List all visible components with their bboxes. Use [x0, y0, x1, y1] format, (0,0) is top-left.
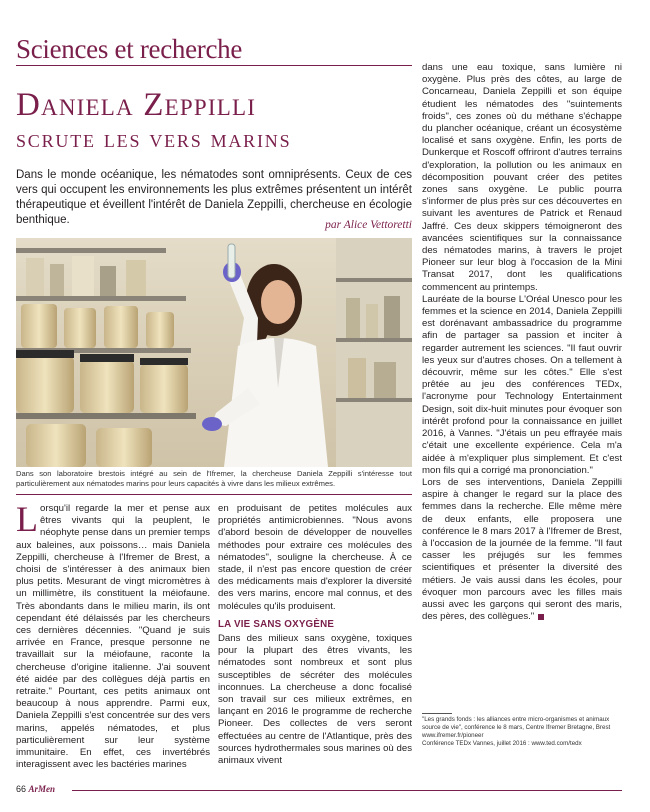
footnote-line-1: "Les grands fonds : les alliances entre micro-organismes et animaux source de vie", conférence le 8 mars, Centre Ifremer Bretagne, Brest — [422, 716, 611, 731]
footnote-rule — [422, 713, 452, 714]
subheading: LA VIE SANS OXYGÈNE — [218, 618, 335, 630]
column-2 — [218, 503, 412, 767]
footnote-line-3: Conférence TEDx Vannes, juillet 2016 : www.ted.com/tedx — [422, 740, 582, 747]
column-1 — [16, 499, 210, 771]
article-lead: Dans le monde océanique, les nématodes sont omniprésents. Ceux de ces vers qui occupent les environnements les plus extrêmes présentent un intérêt thérapeutique et éveillent l'intérêt de Daniela Zeppilli, chercheuse en écologie benthique. — [16, 169, 412, 226]
column-3 — [422, 62, 622, 623]
photo-caption: Dans son laboratoire brestois intégré au sein de l'Ifremer, la chercheuse Daniela Zeppilli s'intéresse tout particulièrement aux nématodes marins pour leurs capacités à vivre dans les milieux extrêmes. — [16, 469, 412, 488]
photo-illustration — [16, 238, 412, 467]
caption-rule — [16, 494, 412, 495]
article-title: Daniela Zeppilli — [16, 87, 257, 123]
end-mark-icon — [538, 614, 544, 620]
footer-rule — [72, 790, 622, 791]
page-number: 66 — [16, 784, 27, 794]
column-2-paragraph-2: Dans des milieux sans oxygène, toxiques pour la plupart des êtres vivants, les nématodes sont nombreux et sont plus susceptibles de sécréter des molécules inconnues. La chercheuse a donc focalisé son travail sur ces milieux extrêmes, en lançant en 2016 le programme de recherche Pioneer. Des collectes de vers seront effectuées au centre de l'Atlantique, près des sources hydrothermales sous marines où des animaux vivent — [218, 633, 412, 767]
page-folio — [16, 784, 55, 794]
column-3-paragraph-1: dans une eau toxique, sans lumière ni oxygène. Plus près des côtes, au large de Concarneau, Daniela Zeppilli et son équipe étudient les nématodes des "suintements froids", ces zones où du méthane s'échappe du plancher océanique, créant un écosystème localisé et sans oxygène. Enfin, les ports de Dunkerque et Roscoff offriront d'autres terrains d'exploration, la pollution ou les animaux en décomposition pouvant créer des petites zones sans oxygène. Le public pourra s'informer de plus près sur ces découvertes en suivant les aventures de Patrick et Renaud Jaffré. Ces deux skippers témoigneront des avancées scientifiques sur la connaissance des nématodes marins, à travers le projet Pioneer sur leur blog à l'occasion de la Mini Transat 2017, dont les qualifications commencent au printemps. — [422, 62, 622, 293]
header-rule — [16, 65, 412, 66]
column-1-text: orsqu'il regarde la mer et pense aux êtres vivants qui la peuplent, le néophyte pense dans un premier temps aux baleines, aux poissons… mais Daniela Zeppilli, chercheuse à l'Ifremer de Brest, a choisi de s'intéresser à des animaux bien plus petits. Mesurant de vingt micromètres à un millimètre, ils constituent la méiofaune. Très abondants dans le milieu marin, ils ont cependant été délaissés par les chercheurs ces dernières décennies. "Quand je suis arrivée en France, presque personne ne travaillait sur la méiofaune, raconte la chercheuse d'origine italienne. J'ai souvent été aidée par des collègues déjà partis en retraite." Pourtant, ces petits animaux ont beaucoup à nous apprendre. Parmi eux, Daniela Zeppilli s'est concentrée sur des vers marins, appelés nématodes, et plus particulièrement sur leur système immunitaire. En effet, ces invertébrés interagissent avec les bactéries marines — [16, 503, 210, 771]
article-subtitle: scrute les vers marins — [16, 126, 292, 153]
column-3-paragraph-2: Lauréate de la bourse L'Oréal Unesco pour les femmes et la science en 2014, Daniela Zeppilli est dorénavant ambassadrice du programme afin de partager sa passion et inciter à regarder autrement les sciences. "Il faut ouvrir les yeux sur d'autres choses. On a tellement à découvrir, même sur les côtes." Elle s'est prêtée au jeu des conférences TEDx, l'acronyme pour Technology Entertainment Design, soit dix-huit minutes pour évoquer son intérêt profond pour la connaissance en juillet 2016, à Vannes. "J'étais un peu effrayée mais c'était une excellente expérience. Cela m'a aidée à m'expliquer plus simplement. Et c'est mon fils qui a corrigé ma prononciation." — [422, 293, 622, 476]
laboratory-photo — [16, 238, 412, 467]
drop-cap: L — [16, 499, 38, 539]
byline: par Alice Vettoretti — [325, 219, 412, 231]
footnote-line-2: www.ifremer.fr/pioneer — [422, 732, 484, 739]
column-2-paragraph-1: en produisant de petites molécules aux propriétés antimicrobiennes. "Nous avons d'abord besoin de développer de nouvelles méthodes pour extraire ces molécules des nématodes", souligne la chercheuse. À ce stade, il n'est pas encore question de créer des médicaments mais d'explorer la diversité des vers marins, encore mal connus, et des molécules qu'ils produisent. — [218, 503, 412, 612]
section-heading: Sciences et recherche — [16, 34, 243, 64]
column-3-paragraph-3: Lors de ses interventions, Daniela Zeppilli aspire à changer le regard sur la place des femmes dans la recherche. Elle même mère de deux enfants, elle proposera une conférence le 8 mars 2017 à l'Ifremer de Brest, à l'occasion de la journée de la femme. "Il faut casser les préjugés sur les femmes scientifiques et présenter la diversité des métiers. Je vais aussi dans les écoles, pour évoquer mon parcours avec les filles mais aussi avec les garçons qui seront des maris, des pères, des collègues." — [422, 476, 622, 623]
magazine-name: ArMen — [28, 784, 56, 794]
footnote — [422, 716, 622, 748]
